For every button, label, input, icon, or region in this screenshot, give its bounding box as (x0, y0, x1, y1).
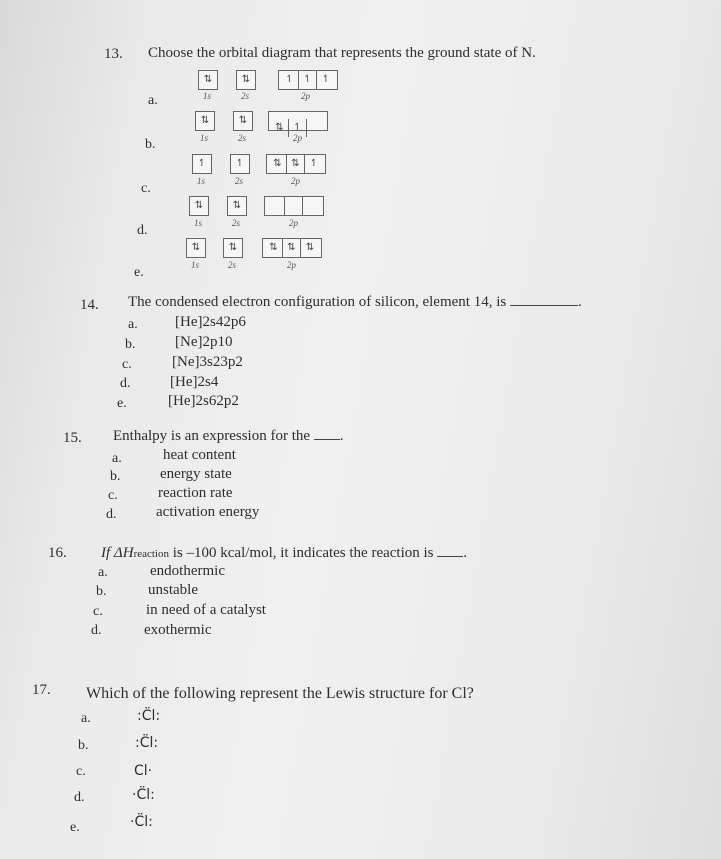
q17-option-d-label[interactable]: d. (74, 790, 85, 805)
orbital-2s-box: ⇅ (227, 196, 247, 216)
orbital-2p-box: ⇅ ⇅ ↿ (266, 154, 326, 174)
orbital-1s-label: 1s (203, 91, 212, 101)
q16-option-a-text: endothermic (150, 563, 225, 579)
q14-option-d-text: [He]2s4 (170, 374, 219, 390)
orbital-1s-label: 1s (191, 260, 200, 270)
orbital-2p-label: 2p (289, 218, 298, 228)
q15-option-c-text: reaction rate (158, 485, 233, 501)
q15-question-text: Enthalpy is an expression for the . (113, 428, 344, 444)
q17-option-e-label[interactable]: e. (70, 820, 80, 835)
q17-option-a-label[interactable]: a. (81, 711, 91, 726)
orbital-2s-box: ⇅ (233, 111, 253, 131)
orbital-1s-label: 1s (194, 218, 203, 228)
orbital-2s-label: 2s (228, 260, 237, 270)
q13-option-b-label[interactable]: b. (145, 137, 156, 152)
orbital-2p-label: 2p (293, 133, 302, 143)
answer-blank[interactable] (314, 438, 340, 440)
q13-option-a-label[interactable]: a. (148, 93, 158, 108)
q13-option-d-label[interactable]: d. (137, 223, 148, 238)
q13-option-c-label[interactable]: c. (141, 181, 151, 196)
q16-option-c-text: in need of a catalyst (146, 602, 266, 618)
answer-blank[interactable] (437, 555, 463, 557)
orbital-2p-box (264, 196, 324, 216)
q16-number: 16. (48, 545, 67, 561)
orbital-1s-box: ⇅ (195, 111, 215, 131)
q15-number: 15. (63, 430, 82, 446)
q15-option-a-label[interactable]: a. (112, 451, 122, 466)
orbital-2p-box: ↿ ↿ ↿ (278, 70, 338, 90)
orbital-2s-box: ↿ (230, 154, 250, 174)
q14-option-c-text: [Ne]3s23p2 (172, 354, 243, 370)
q17-option-b-label[interactable]: b. (78, 738, 89, 753)
orbital-2p-label: 2p (287, 260, 296, 270)
q16-option-b-text: unstable (148, 582, 198, 598)
lewis-structure-a: :C̈l: (137, 708, 161, 724)
answer-blank[interactable] (510, 304, 578, 306)
q15-option-b-label[interactable]: b. (110, 469, 121, 484)
orbital-2s-box: ⇅ (236, 70, 256, 90)
q13-option-e-label[interactable]: e. (134, 265, 144, 280)
q15-option-d-label[interactable]: d. (106, 507, 117, 522)
q14-option-c-label[interactable]: c. (122, 357, 132, 372)
q14-option-e-label[interactable]: e. (117, 396, 127, 411)
lewis-structure-b: :C̈l: (135, 735, 159, 751)
q15-option-a-text: heat content (163, 447, 236, 463)
q15-option-d-text: activation energy (156, 504, 260, 520)
q17-option-c-label[interactable]: c. (76, 764, 86, 779)
orbital-2p-label: 2p (291, 176, 300, 186)
lewis-structure-c: Cl· (134, 763, 153, 779)
orbital-1s-label: 1s (197, 176, 206, 186)
orbital-2s-label: 2s (241, 91, 250, 101)
q14-option-e-text: [He]2s62p2 (168, 393, 239, 409)
q14-option-a-label[interactable]: a. (128, 317, 138, 332)
orbital-2s-box: ⇅ (223, 238, 243, 258)
q14-option-b-label[interactable]: b. (125, 337, 136, 352)
q17-question-text: Which of the following represent the Lewis structure for Cl? (86, 685, 474, 702)
q16-option-c-label[interactable]: c. (93, 604, 103, 619)
q14-option-d-label[interactable]: d. (120, 376, 131, 391)
orbital-1s-box: ⇅ (189, 196, 209, 216)
q15-option-b-text: energy state (160, 466, 232, 482)
lewis-structure-e: ·C̈l: (130, 814, 153, 830)
q14-option-a-text: [He]2s42p6 (175, 314, 246, 330)
orbital-2s-label: 2s (232, 218, 241, 228)
q17-number: 17. (32, 682, 51, 698)
orbital-2p-label: 2p (301, 91, 310, 101)
q13-question-text: Choose the orbital diagram that represents the ground state of N. (148, 45, 536, 61)
q16-option-d-text: exothermic (144, 622, 212, 638)
orbital-2p-box: ⇅ ⇅ ⇅ (262, 238, 322, 258)
orbital-1s-box: ⇅ (186, 238, 206, 258)
q16-option-a-label[interactable]: a. (98, 565, 108, 580)
q15-option-c-label[interactable]: c. (108, 488, 118, 503)
q16-question-text: If ΔHreaction is –100 kcal/mol, it indicates the reaction is . (101, 545, 468, 561)
q16-option-b-label[interactable]: b. (96, 584, 107, 599)
q14-question-text: The condensed electron configuration of silicon, element 14, is . (128, 294, 582, 310)
orbital-2s-label: 2s (238, 133, 247, 143)
q14-number: 14. (80, 297, 99, 313)
q13-number: 13. (104, 46, 123, 62)
q16-option-d-label[interactable]: d. (91, 623, 102, 638)
orbital-2p-box: ⇅ ↿ (268, 111, 328, 131)
q14-option-b-text: [Ne]2p10 (175, 334, 233, 350)
lewis-structure-d: ·C̈l: (132, 787, 155, 803)
orbital-1s-box: ↿ (192, 154, 212, 174)
orbital-1s-box: ⇅ (198, 70, 218, 90)
orbital-2s-label: 2s (235, 176, 244, 186)
orbital-1s-label: 1s (200, 133, 209, 143)
